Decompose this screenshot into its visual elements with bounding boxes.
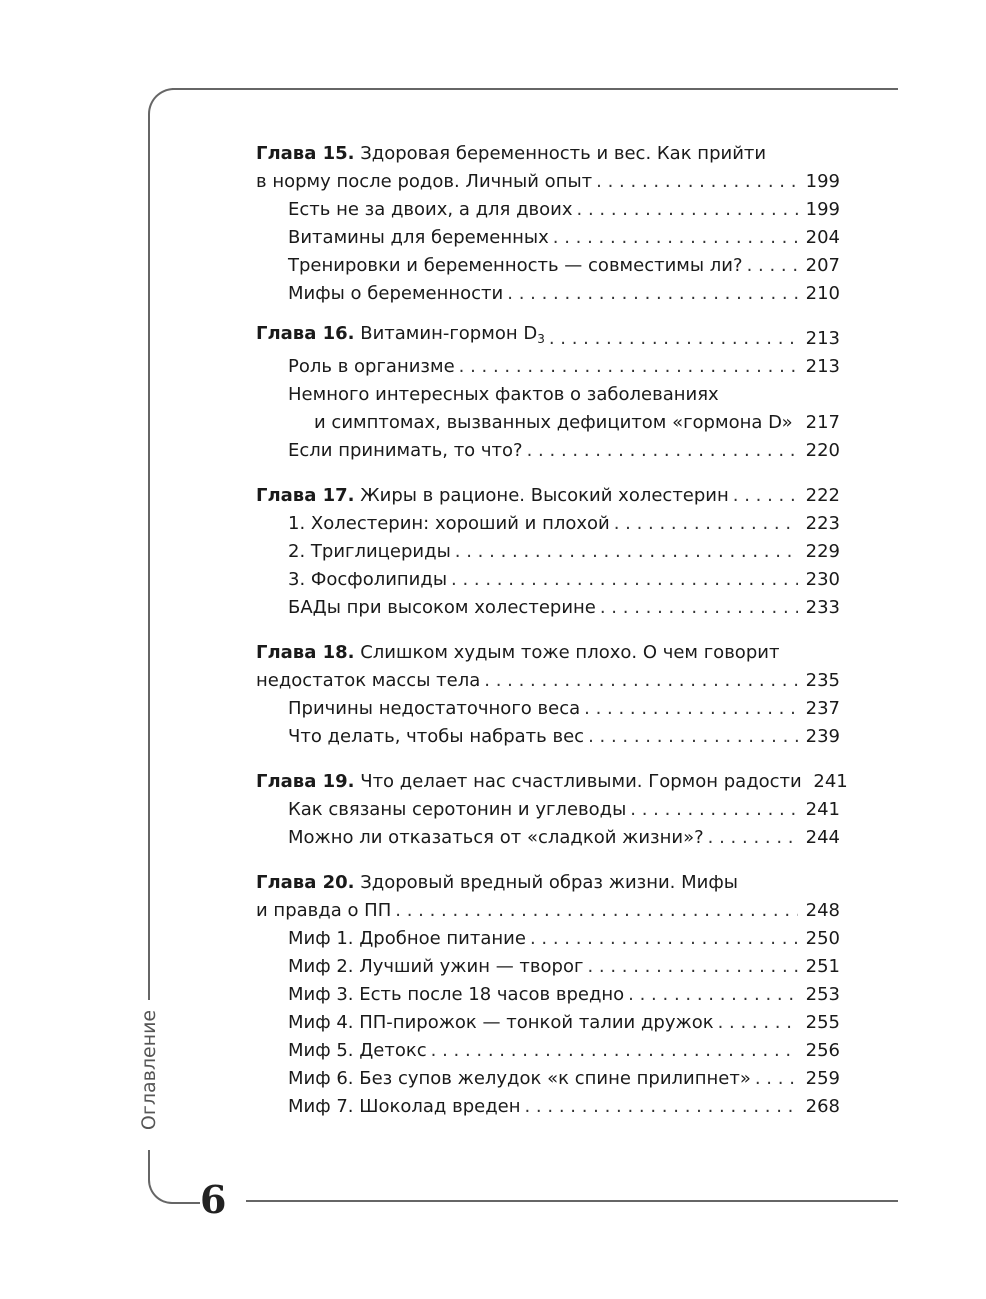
page-ref: 207 bbox=[805, 255, 840, 276]
toc-item[interactable] bbox=[256, 594, 840, 622]
dot-leader bbox=[600, 594, 798, 622]
item-title: Роль в организме bbox=[288, 356, 455, 377]
chapter-label: Глава 16. bbox=[256, 323, 355, 344]
toc-item[interactable] bbox=[256, 280, 840, 308]
page-ref: 220 bbox=[805, 440, 840, 461]
dot-leader bbox=[718, 1009, 798, 1037]
frame-bottom-line bbox=[246, 1200, 898, 1202]
chapter-label: Глава 19. bbox=[256, 771, 355, 792]
chapter-label: Глава 18. bbox=[256, 642, 355, 663]
item-title: Есть не за двоих, а для двоих bbox=[288, 199, 573, 220]
frame-top-corner bbox=[148, 88, 198, 138]
page-ref: 259 bbox=[805, 1068, 840, 1089]
chapter-15 bbox=[256, 140, 840, 308]
item-title: Миф 4. ПП-пирожок — тонкой талии дружок bbox=[288, 1012, 714, 1033]
item-title: Причины недостаточного веса bbox=[288, 698, 581, 719]
chapter-19 bbox=[256, 768, 848, 852]
item-title: Миф 7. Шоколад вреден bbox=[288, 1096, 521, 1117]
toc-item[interactable] bbox=[256, 981, 840, 1009]
toc-item[interactable] bbox=[256, 566, 840, 594]
chapter-heading[interactable] bbox=[256, 768, 848, 796]
page-ref: 253 bbox=[805, 984, 840, 1005]
chapter-title: Что делает нас счастливыми. Гормон радости bbox=[360, 771, 802, 792]
chapter-18 bbox=[256, 639, 840, 751]
chapter-title: Здоровая беременность и вес. Как прийти bbox=[360, 143, 767, 164]
toc-item[interactable] bbox=[256, 1065, 840, 1093]
page-ref: 222 bbox=[805, 485, 840, 506]
page-ref: 230 bbox=[805, 569, 840, 590]
page-ref: 251 bbox=[805, 956, 840, 977]
chapter-title-cont: недостаток массы тела bbox=[256, 670, 481, 691]
dot-leader bbox=[524, 1093, 798, 1121]
chapter-heading[interactable] bbox=[256, 482, 840, 510]
dot-leader bbox=[630, 796, 798, 824]
dot-leader bbox=[459, 353, 798, 381]
item-title: Если принимать, то что? bbox=[288, 440, 523, 461]
item-title: Витамины для беременных bbox=[288, 227, 549, 248]
dot-leader bbox=[588, 723, 798, 751]
dot-leader bbox=[395, 897, 798, 925]
item-title: 3. Фосфолипиды bbox=[288, 569, 448, 590]
chapter-heading[interactable] bbox=[256, 325, 840, 353]
dot-leader bbox=[484, 667, 798, 695]
item-title: Миф 5. Детокс bbox=[288, 1040, 427, 1061]
table-of-contents bbox=[256, 140, 848, 1138]
dot-leader bbox=[747, 252, 798, 280]
page-ref: 244 bbox=[805, 827, 840, 848]
chapter-20 bbox=[256, 869, 840, 1121]
chapter-heading-cont[interactable] bbox=[256, 897, 840, 925]
page-ref: 248 bbox=[805, 900, 840, 921]
frame-left-line bbox=[148, 130, 150, 1000]
toc-item[interactable] bbox=[256, 1093, 840, 1121]
item-title: Миф 6. Без супов желудок «к спине прилипнет» bbox=[288, 1068, 751, 1089]
chapter-heading-cont[interactable] bbox=[256, 168, 840, 196]
item-title: 1. Холестерин: хороший и плохой bbox=[288, 513, 610, 534]
item-title: Можно ли отказаться от «сладкой жизни»? bbox=[288, 827, 704, 848]
chapter-title: Витамин-гормон D bbox=[360, 323, 538, 344]
item-title: Миф 2. Лучший ужин — творог bbox=[288, 956, 584, 977]
chapter-16 bbox=[256, 325, 840, 465]
item-title: Как связаны серотонин и углеводы bbox=[288, 799, 627, 820]
chapter-label: Глава 15. bbox=[256, 143, 355, 164]
page-ref: 250 bbox=[805, 928, 840, 949]
toc-item[interactable] bbox=[256, 723, 840, 751]
chapter-title: Слишком худым тоже плохо. О чем говорит bbox=[360, 642, 780, 663]
item-title: Миф 1. Дробное питание bbox=[288, 928, 526, 949]
toc-item[interactable] bbox=[256, 1037, 840, 1065]
chapter-label: Глава 20. bbox=[256, 872, 355, 893]
chapter-heading[interactable] bbox=[256, 639, 840, 667]
dot-leader bbox=[530, 925, 798, 953]
dot-leader bbox=[553, 224, 798, 252]
chapter-title-cont: и правда о ПП bbox=[256, 900, 392, 921]
page-ref: 229 bbox=[805, 541, 840, 562]
chapter-label: Глава 17. bbox=[256, 485, 355, 506]
dot-leader bbox=[614, 510, 798, 538]
page-ref: 256 bbox=[805, 1040, 840, 1061]
page-ref: 268 bbox=[805, 1096, 840, 1117]
item-title-cont: и симптомах, вызванных дефицитом «гормона D» bbox=[314, 412, 793, 433]
running-head-label: Оглавление bbox=[138, 1009, 160, 1131]
page-ref: 239 bbox=[805, 726, 840, 747]
chapter-title: Жиры в рационе. Высокий холестерин bbox=[360, 485, 729, 506]
toc-item[interactable] bbox=[256, 695, 840, 723]
chapter-heading[interactable] bbox=[256, 140, 840, 168]
frame-top-line bbox=[172, 88, 898, 90]
toc-item[interactable] bbox=[256, 381, 840, 409]
chapter-17 bbox=[256, 482, 840, 622]
item-title: Что делать, чтобы набрать вес bbox=[288, 726, 585, 747]
page-ref: 237 bbox=[805, 698, 840, 719]
toc-item[interactable] bbox=[256, 796, 840, 824]
item-title: Тренировки и беременность — совместимы ли? bbox=[288, 255, 743, 276]
dot-leader bbox=[755, 1065, 798, 1093]
page-ref: 213 bbox=[805, 356, 840, 377]
dot-leader bbox=[577, 196, 798, 224]
toc-item[interactable] bbox=[256, 224, 840, 252]
page-ref: 210 bbox=[805, 283, 840, 304]
toc-item[interactable] bbox=[256, 953, 840, 981]
dot-leader bbox=[596, 168, 798, 196]
page-ref: 204 bbox=[805, 227, 840, 248]
dot-leader bbox=[507, 280, 798, 308]
item-title: Мифы о беременности bbox=[288, 283, 504, 304]
item-title: БАДы при высоком холестерине bbox=[288, 597, 596, 618]
page-ref: 217 bbox=[805, 412, 840, 433]
page-ref: 255 bbox=[805, 1012, 840, 1033]
item-title: Миф 3. Есть после 18 часов вредно bbox=[288, 984, 625, 1005]
item-title: Немного интересных фактов о заболеваниях bbox=[288, 384, 719, 405]
dot-leader bbox=[584, 695, 798, 723]
page-ref: 241 bbox=[805, 799, 840, 820]
dot-leader bbox=[628, 981, 798, 1009]
toc-item[interactable] bbox=[256, 510, 840, 538]
page-ref: 233 bbox=[805, 597, 840, 618]
chapter-heading-cont[interactable] bbox=[256, 667, 840, 695]
page-ref: 223 bbox=[805, 513, 840, 534]
toc-item[interactable] bbox=[256, 1009, 840, 1037]
chapter-title-cont: в норму после родов. Личный опыт bbox=[256, 171, 593, 192]
chapter-title: Здоровый вредный образ жизни. Мифы bbox=[360, 872, 738, 893]
toc-item[interactable] bbox=[256, 437, 840, 465]
subscript: 3 bbox=[537, 332, 545, 346]
dot-leader bbox=[455, 538, 798, 566]
dot-leader bbox=[733, 482, 798, 510]
toc-item[interactable] bbox=[256, 196, 840, 224]
dot-leader bbox=[431, 1037, 798, 1065]
item-title: 2. Триглицериды bbox=[288, 541, 451, 562]
chapter-heading[interactable] bbox=[256, 869, 840, 897]
toc-item[interactable] bbox=[256, 925, 840, 953]
dot-leader bbox=[549, 325, 798, 353]
dot-leader bbox=[587, 953, 798, 981]
toc-item[interactable] bbox=[256, 252, 840, 280]
dot-leader bbox=[708, 824, 798, 852]
page-ref: 199 bbox=[805, 171, 840, 192]
page-ref: 235 bbox=[805, 670, 840, 691]
dot-leader bbox=[527, 437, 798, 465]
page-ref: 213 bbox=[805, 328, 840, 349]
toc-item[interactable] bbox=[256, 824, 840, 852]
page-ref: 241 bbox=[813, 771, 848, 792]
toc-item[interactable] bbox=[256, 353, 840, 381]
dot-leader bbox=[797, 409, 798, 437]
frame-bottom-corner bbox=[148, 1150, 200, 1204]
page-ref: 199 bbox=[805, 199, 840, 220]
toc-item[interactable] bbox=[256, 538, 840, 566]
page-number: 6 bbox=[200, 1177, 227, 1222]
dot-leader bbox=[451, 566, 798, 594]
toc-item-cont[interactable] bbox=[256, 409, 840, 437]
